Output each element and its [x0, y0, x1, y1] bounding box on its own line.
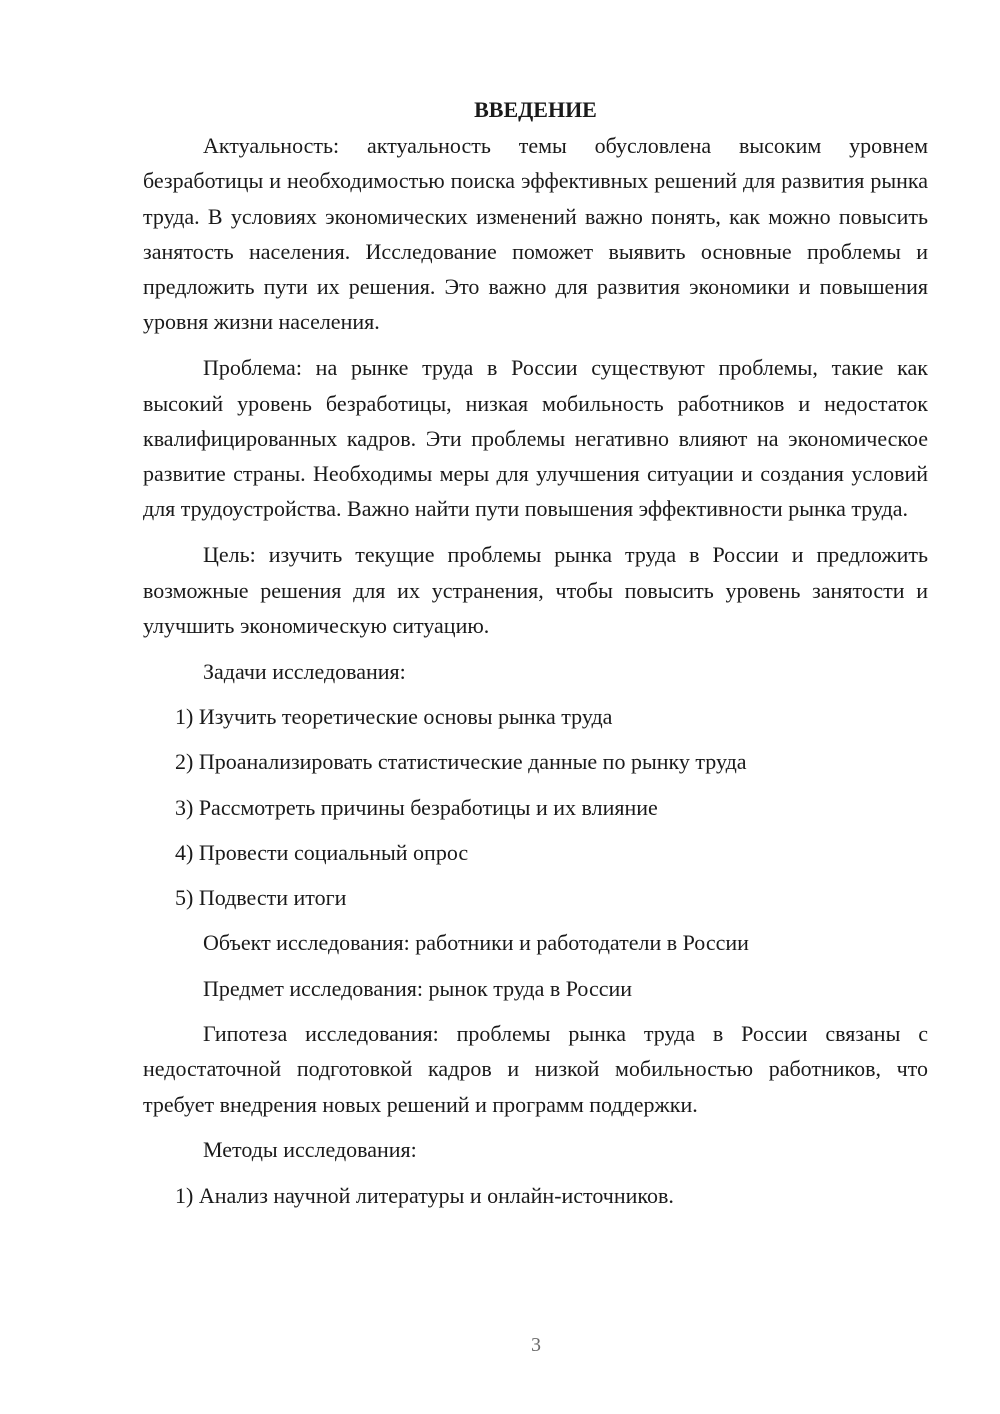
research-object: Объект исследования: работники и работодатели в России: [203, 930, 749, 956]
tasks-title: Задачи исследования:: [203, 658, 406, 684]
task-item: 1) Изучить теоретические основы рынка труда: [175, 703, 613, 729]
methods-title: Методы исследования:: [203, 1137, 417, 1163]
method-item: 1) Анализ научной литературы и онлайн-источников.: [175, 1182, 674, 1208]
page-number: 3: [531, 1334, 541, 1356]
task-item: 5) Подвести итоги: [175, 885, 347, 911]
hypothesis-paragraph: Гипотеза исследования: проблемы рынка труда в России связаны с недостаточной подготовкой кадров и низкой мобильностью работников, что требует внедрения новых решений и программ поддержки.: [143, 1021, 928, 1117]
section-heading: ВВЕДЕНИЕ: [474, 97, 597, 122]
document-page: [143, 92, 928, 1223]
task-item: 2) Проанализировать статистические данные по рынку труда: [175, 749, 747, 775]
problem-paragraph: Проблема: на рынке труда в России существуют проблемы, такие как высокий уровень безработицы, низкая мобильность работников и недостаток квалифицированных кадров. Эти проблемы негативно влияют на экономическое развитие страны. Необходимы меры для улучшения ситуации и создания условий для трудоустройства. Важно найти пути повышения эффективности рынка труда.: [143, 355, 928, 522]
relevance-paragraph: Актуальность: актуальность темы обусловлена высоким уровнем безработицы и необходимостью поиска эффективных решений для развития рынка труда. В условиях экономических изменений важно понять, как можно повысить занятость населения. Исследование поможет выявить основные проблемы и предложить пути их решения. Это важно для развития экономики и повышения уровня жизни населения.: [143, 133, 928, 335]
goal-paragraph: Цель: изучить текущие проблемы рынка труда в России и предложить возможные решения для их устранения, чтобы повысить уровень занятости и улучшить экономическую ситуацию.: [143, 542, 928, 638]
task-item: 3) Рассмотреть причины безработицы и их влияние: [175, 794, 658, 820]
research-subject: Предмет исследования: рынок труда в России: [203, 975, 633, 1001]
task-item: 4) Провести социальный опрос: [175, 839, 469, 865]
